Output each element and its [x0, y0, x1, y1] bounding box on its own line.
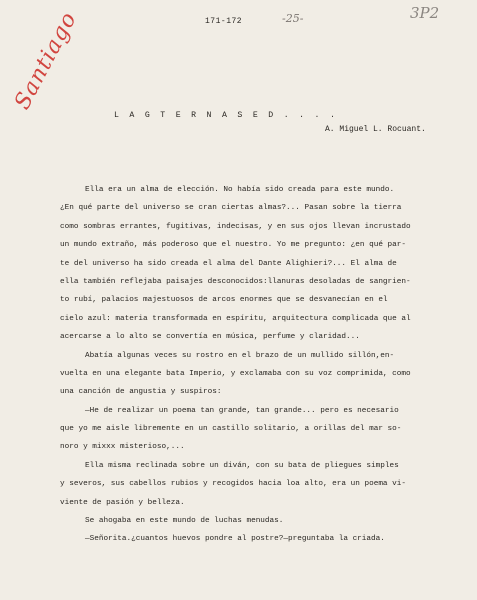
text-line: Abatía algunas veces su rostro en el brazo de un mullido sillón,en- — [85, 351, 395, 360]
text-line: —He de realizar un poema tan grande, tan grande... pero es necesario — [85, 406, 399, 415]
text-line: to rubí, palacios majestuosos de arcos enormes que se desvanecían en el — [60, 296, 388, 305]
red-handwritten-annotation: Santiago — [10, 7, 83, 114]
text-line: como sombras errantes, fugitivas, indecisas, y en sus ojos llevan incrustado — [60, 222, 411, 231]
text-line: viente de pasión y belleza. — [60, 498, 185, 507]
text-line: que yo me aisle libremente en un castillo solitario, a orillas del mar so- — [60, 425, 402, 434]
text-line: un mundo extraño, más poderoso que el nuestro. Yo me pregunto: ¿en qué par- — [60, 241, 406, 250]
text-line: vuelta en una elegante bata Imperio, y exclamaba con su voz comprimida, como — [60, 369, 411, 378]
pencil-page-number: -25- — [282, 12, 304, 25]
text-line: ¿En qué parte del universo se cran ciertas almas?... Pasan sobre la tierra — [60, 204, 402, 213]
document-title: L A G T E R N A S E D . . . . — [114, 111, 338, 120]
dedication: A. Miguel L. Rocuant. — [325, 125, 426, 134]
text-line: Se ahogaba en este mundo de luchas menudas. — [85, 517, 284, 526]
text-line: ella también reflejaba paisajes desconocidos:llanuras desoladas de sangrien- — [60, 277, 411, 286]
text-line: Ella misma reclinada sobre un diván, con su bata de pliegues simples — [85, 461, 399, 470]
text-line: y severos, sus cabellos rubios y recogidos hacia loa alto, era un poema vi- — [60, 480, 406, 489]
pencil-corner-mark: 3P2 — [410, 4, 440, 22]
text-line: —Señorita.¿cuantos huevos pondre al postre?—preguntaba la criada. — [85, 535, 385, 544]
text-line: una canción de angustia y suspiros: — [60, 388, 222, 397]
text-line: Ella era un alma de elección. No había sido creada para este mundo. — [85, 186, 395, 194]
text-line: cielo azul: materia transformada en espíritu, arquitectura complicada que al — [60, 314, 411, 323]
body-text — [60, 181, 460, 549]
page-range: 171-172 — [205, 17, 243, 26]
text-line: te del universo ha sido creada el alma del Dante Alighieri?... El alma de — [60, 259, 397, 268]
text-line: acercarse a lo alto se convertía en música, perfume y claridad... — [60, 333, 360, 342]
text-line: noro y mixxx misterioso,... — [60, 443, 185, 452]
